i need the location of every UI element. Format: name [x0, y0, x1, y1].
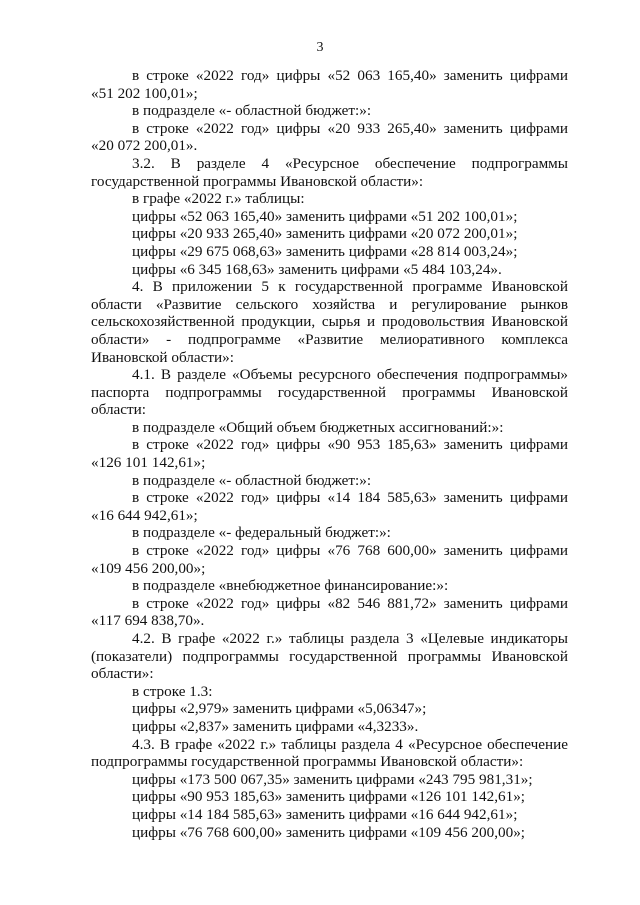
text-line: 4.3. В графе «2022 г.» таблицы раздела 4 «Ресурсное обеспечение — [132, 735, 568, 753]
text-line: цифры «173 500 067,35» заменить цифрами «243 795 981,31»; — [132, 770, 533, 788]
page-number: 3 — [316, 40, 324, 55]
text-line: цифры «6 345 168,63» заменить цифрами «5 484 103,24». — [132, 260, 502, 278]
text-line: в строке «2022 год» цифры «82 546 881,72» заменить цифрами — [132, 594, 568, 612]
text-line: паспорта подпрограммы государственной программы Ивановской — [91, 383, 568, 401]
text-line: «51 202 100,01»; — [91, 84, 198, 102]
text-line: области»: — [91, 665, 154, 683]
text-line: 4.1. В разделе «Объемы ресурсного обеспечения подпрограммы» — [132, 366, 568, 384]
text-line: сельскохозяйственной продукции, сырья и продовольствия Ивановской — [91, 313, 568, 331]
text-line: в строке «2022 год» цифры «52 063 165,40» заменить цифрами — [132, 67, 568, 84]
text-line: в подразделе «внебюджетное финансирование:»: — [132, 577, 449, 595]
text-line: цифры «14 184 585,63» заменить цифрами «16 644 942,61»; — [132, 805, 518, 823]
text-line: цифры «90 953 185,63» заменить цифрами «126 101 142,61»; — [132, 788, 526, 806]
text-line: цифры «20 933 265,40» заменить цифрами «20 072 200,01»; — [132, 225, 518, 243]
text-line: цифры «76 768 600,00» заменить цифрами «109 456 200,00»; — [132, 823, 526, 841]
text-line: «117 694 838,70». — [91, 612, 205, 630]
text-line: в подразделе «Общий объем бюджетных ассигнований:»: — [132, 418, 504, 436]
text-line: в графе «2022 г.» таблицы: — [132, 190, 305, 208]
text-line: «109 456 200,00»; — [91, 559, 206, 577]
text-line: цифры «2,979» заменить цифрами «5,06347»; — [132, 700, 427, 718]
document-body — [91, 67, 568, 841]
text-line: в подразделе «- областной бюджет:»: — [132, 102, 372, 120]
text-line: области «Развитие сельского хозяйства и регулирование рынков — [91, 295, 568, 313]
text-line: «16 644 942,61»; — [91, 506, 198, 524]
text-line: в строке 1.3: — [132, 682, 213, 700]
text-line: области» - подпрограмме «Развитие мелиоративного комплекса — [91, 330, 568, 348]
text-line: 4. В приложении 5 к государственной программе Ивановской — [132, 278, 568, 296]
text-line: цифры «29 675 068,63» заменить цифрами «28 814 003,24»; — [132, 242, 518, 260]
text-line: в подразделе «- областной бюджет:»: — [132, 471, 372, 489]
text-line: 4.2. В графе «2022 г.» таблицы раздела 3 «Целевые индикаторы — [132, 630, 568, 647]
text-line: в строке «2022 год» цифры «20 933 265,40» заменить цифрами — [132, 119, 568, 137]
text-line: в подразделе «- федеральный бюджет:»: — [132, 524, 391, 542]
text-line: в строке «2022 год» цифры «90 953 185,63» заменить цифрами — [132, 436, 568, 454]
text-line: «20 072 200,01». — [91, 137, 198, 155]
text-line: «126 101 142,61»; — [91, 454, 206, 472]
text-line: цифры «2,837» заменить цифрами «4,3233». — [132, 717, 419, 735]
text-line: (показатели) подпрограммы государственной программы Ивановской — [91, 647, 568, 665]
text-line: 3.2. В разделе 4 «Ресурсное обеспечение подпрограммы — [132, 154, 568, 172]
text-line: в строке «2022 год» цифры «76 768 600,00» заменить цифрами — [132, 542, 568, 560]
text-line: государственной программы Ивановской области»: — [91, 172, 424, 190]
text-line: Ивановской области»: — [91, 348, 234, 366]
text-line: в строке «2022 год» цифры «14 184 585,63» заменить цифрами — [132, 489, 568, 507]
text-line: подпрограммы государственной программы Ивановской области»: — [91, 753, 524, 771]
text-line: цифры «52 063 165,40» заменить цифрами «51 202 100,01»; — [132, 207, 518, 225]
text-line: области: — [91, 401, 146, 419]
